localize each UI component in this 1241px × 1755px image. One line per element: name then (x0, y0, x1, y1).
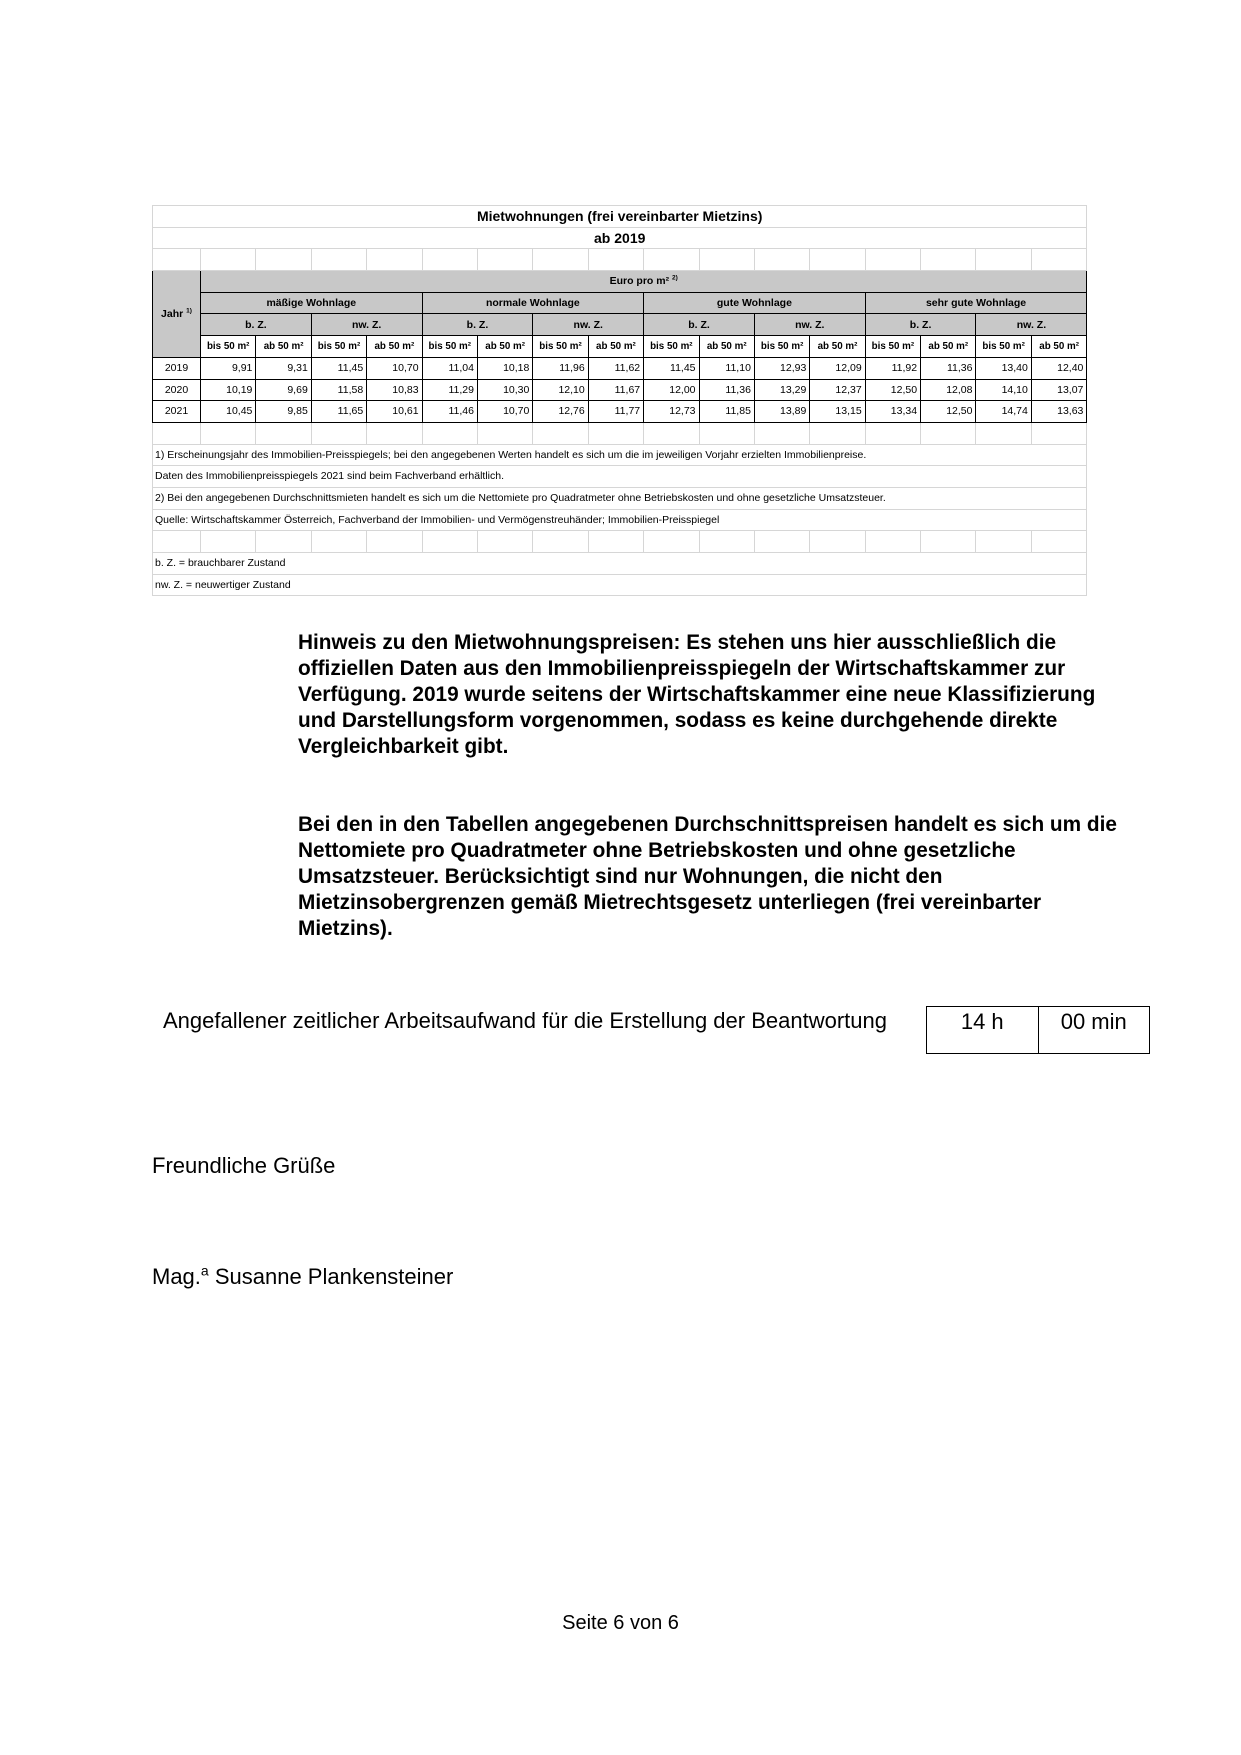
zustand-header: nw. Z. (533, 314, 644, 336)
zustand-header: nw. Z. (754, 314, 865, 336)
effort-box (926, 1006, 1150, 1054)
year-cell: 2019 (153, 357, 201, 379)
price-cell: 9,91 (201, 357, 256, 379)
price-cell: 10,70 (477, 401, 532, 423)
wohnlage-header: mäßige Wohnlage (201, 292, 423, 314)
size-header: ab 50 m² (256, 336, 311, 358)
table-title: Mietwohnungen (frei vereinbarter Mietzins) (153, 206, 1087, 228)
table-note: Quelle: Wirtschaftskammer Österreich, Fachverband der Immobilien- und Vermögenstreuhänder; Immobilien-Preisspiegel (153, 509, 1087, 531)
wohnlage-header: gute Wohnlage (644, 292, 866, 314)
price-cell: 11,29 (422, 379, 477, 401)
size-header: bis 50 m² (754, 336, 809, 358)
signature-name: Mag.$^a$ Susanne Plankensteiner (152, 1262, 454, 1289)
size-header: ab 50 m² (921, 336, 976, 358)
price-cell: 11,65 (311, 401, 366, 423)
size-header: bis 50 m² (644, 336, 699, 358)
jahr-header: Jahr $^{1)}$ (153, 271, 201, 358)
price-cell: 12,93 (754, 357, 809, 379)
zustand-header: b. Z. (644, 314, 755, 336)
legend-item: nw. Z. = neuwertiger Zustand (153, 574, 1087, 596)
price-cell: 12,76 (533, 401, 588, 423)
price-cell: 11,46 (422, 401, 477, 423)
spacer-row (153, 422, 1087, 444)
table-note: Daten des Immobilienpreisspiegels 2021 sind beim Fachverband erhältlich. (153, 466, 1087, 488)
durchschnitt-paragraph: Bei den in den Tabellen angegebenen Durchschnittspreisen handelt es sich um die Nettomiete pro Quadratmeter ohne Betriebskosten und ohne gesetzliche Umsatzsteuer. Berücksichtigt sind nur Wohnungen, die nicht den Mietzinsobergrenzen gemäß Mietrechtsgesetz unterliegen (frei vereinbarter Mietzins). (298, 813, 1117, 940)
rent-price-table (152, 205, 1087, 596)
price-cell: 11,36 (699, 379, 754, 401)
price-cell: 13,40 (976, 357, 1031, 379)
price-cell: 11,45 (644, 357, 699, 379)
price-cell: 10,30 (477, 379, 532, 401)
year-cell: 2021 (153, 401, 201, 423)
price-cell: 11,04 (422, 357, 477, 379)
zustand-header: nw. Z. (311, 314, 422, 336)
price-cell: 12,08 (921, 379, 976, 401)
price-cell: 11,67 (588, 379, 643, 401)
zustand-header: b. Z. (865, 314, 976, 336)
effort-label: Angefallener zeitlicher Arbeitsaufwand für die Erstellung der Beantwortung (163, 1008, 887, 1033)
price-cell: 13,63 (1031, 401, 1087, 423)
price-cell: 12,00 (644, 379, 699, 401)
size-header: ab 50 m² (588, 336, 643, 358)
size-header: bis 50 m² (533, 336, 588, 358)
price-cell: 10,83 (367, 379, 422, 401)
wohnlage-header: normale Wohnlage (422, 292, 644, 314)
price-cell: 11,85 (699, 401, 754, 423)
price-cell: 10,61 (367, 401, 422, 423)
year-cell: 2020 (153, 379, 201, 401)
price-cell: 9,69 (256, 379, 311, 401)
table-note: 1) Erscheinungsjahr des Immobilien-Preisspiegels; bei den angegebenen Werten handelt es sich um die im jeweiligen Vorjahr erzielten Immobilienpreise. (153, 444, 1087, 466)
price-cell: 12,37 (810, 379, 865, 401)
price-cell: 13,34 (865, 401, 920, 423)
table-subtitle: ab 2019 (153, 227, 1087, 249)
price-cell: 14,10 (976, 379, 1031, 401)
wohnlage-header: sehr gute Wohnlage (865, 292, 1087, 314)
price-cell: 12,50 (865, 379, 920, 401)
size-header: bis 50 m² (865, 336, 920, 358)
table-row (153, 357, 1087, 379)
size-header: ab 50 m² (367, 336, 422, 358)
price-cell: 13,29 (754, 379, 809, 401)
price-cell: 13,89 (754, 401, 809, 423)
price-cell: 13,07 (1031, 379, 1087, 401)
zustand-header: b. Z. (201, 314, 312, 336)
price-cell: 11,92 (865, 357, 920, 379)
table-row (153, 379, 1087, 401)
price-cell: 12,50 (921, 401, 976, 423)
effort-minutes: 00 min (1038, 1007, 1150, 1053)
price-cell: 12,73 (644, 401, 699, 423)
spacer-row (153, 249, 1087, 271)
effort-hours: 14 h (960, 1009, 1004, 1034)
price-cell: 11,36 (921, 357, 976, 379)
price-cell: 11,10 (699, 357, 754, 379)
size-header: ab 50 m² (477, 336, 532, 358)
size-header: ab 50 m² (810, 336, 865, 358)
size-header: ab 50 m² (1031, 336, 1087, 358)
price-cell: 9,31 (256, 357, 311, 379)
price-cell: 12,10 (533, 379, 588, 401)
price-cell: 11,58 (311, 379, 366, 401)
table-row (153, 401, 1087, 423)
hinweis-paragraph: Hinweis zu den Mietwohnungspreisen: Es stehen uns hier ausschließlich die offiziellen Daten aus den Immobilienpreisspiegeln der Wirtschaftskammer zur Verfügung. 2019 wurde seitens der Wirtschaftskammer eine neue Klassifizierung und Darstellungsform vorgenommen, sodass es keine durchgehende direkte Vergleichbarkeit gibt. (298, 631, 1096, 758)
price-cell: 12,09 (810, 357, 865, 379)
zustand-header: b. Z. (422, 314, 533, 336)
price-cell: 10,70 (367, 357, 422, 379)
price-cell: 11,77 (588, 401, 643, 423)
price-cell: 14,74 (976, 401, 1031, 423)
data-rows (153, 357, 1087, 422)
zustand-header: nw. Z. (976, 314, 1087, 336)
size-header: bis 50 m² (201, 336, 256, 358)
price-cell: 12,40 (1031, 357, 1087, 379)
price-cell: 9,85 (256, 401, 311, 423)
page-footer: Seite 6 von 6 (562, 1612, 679, 1634)
price-cell: 10,45 (201, 401, 256, 423)
size-header: bis 50 m² (976, 336, 1031, 358)
euro-header: Euro pro m² $^{2)}$ (201, 271, 1087, 293)
price-cell: 11,96 (533, 357, 588, 379)
greeting: Freundliche Grüße (152, 1153, 336, 1178)
price-cell: 11,45 (311, 357, 366, 379)
size-header: bis 50 m² (311, 336, 366, 358)
table-note: 2) Bei den angegebenen Durchschnittsmieten handelt es sich um die Nettomiete pro Quadratmeter ohne Betriebskosten und ohne gesetzliche Umsatzsteuer. (153, 487, 1087, 509)
size-header: ab 50 m² (699, 336, 754, 358)
price-cell: 10,19 (201, 379, 256, 401)
price-cell: 10,18 (477, 357, 532, 379)
spacer-row (153, 531, 1087, 553)
price-cell: 11,62 (588, 357, 643, 379)
size-header: bis 50 m² (422, 336, 477, 358)
legend-item: b. Z. = brauchbarer Zustand (153, 553, 1087, 575)
price-cell: 13,15 (810, 401, 865, 423)
